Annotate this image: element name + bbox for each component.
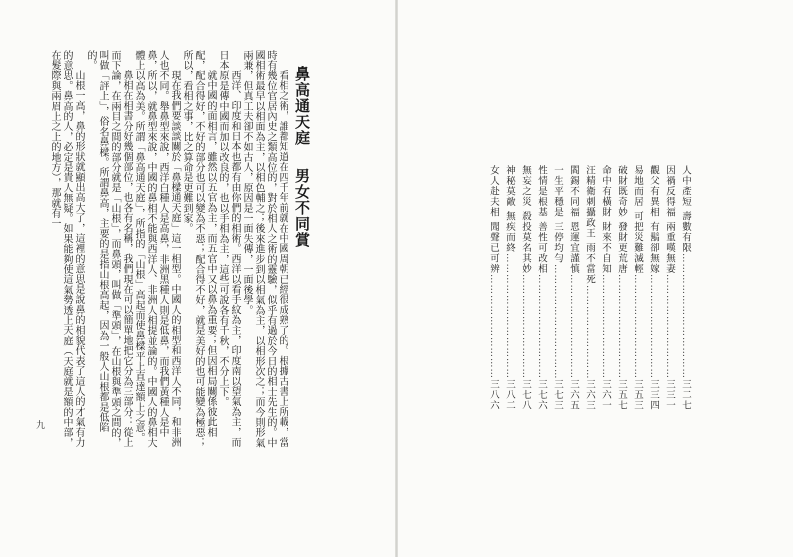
toc-page: 三七六 — [536, 378, 547, 410]
toc-page: 三八六 — [488, 378, 499, 410]
toc-page: 三八二 — [504, 378, 515, 410]
toc-page: 三五七 — [616, 378, 627, 410]
chapter-title-part2: 男女不同賞 — [293, 168, 311, 249]
paragraph: 看相之術，誰都知道在四千年前就在中國周朝已經很成熟了的。根據古書上所載，當時有幾位官居內史之類高位的，對於相人之術的靈驗，似乎有過於今日的相士先生的。中國相術最早以相面為主，以相色輔之；後來進步到以相氣為主，以相形次之；而今則形氣兩兼，但真工夫卻不如古人，原因是一面失傳，一面後學。 — [241, 50, 288, 448]
toc-title: 一生平穩是 三停均勻 — [552, 165, 563, 264]
toc-item — [615, 165, 627, 410]
toc-dots — [647, 274, 659, 378]
toc-item — [599, 165, 611, 410]
toc-page: 三五三 — [632, 378, 643, 410]
toc-dots — [535, 274, 547, 378]
paragraph: 現在我們要談談關於「鼻樑通天庭」這一相型。中國人的相型和西洋人不同，和非洲人也不同。舉鼻型來說，西洋白種人是高鼻，非洲黑種人則是低鼻，而我們黃種人是中鼻，所以，就鼻型來說，中國的鼻相不能與西洋人、非洲人相提並論的。中國人的鼻相大體上以高為美。所謂「鼻高通天庭」，所指的「山根」高起而使鼻樑平上直達額上之意。 — [133, 50, 180, 448]
table-of-contents — [487, 165, 691, 410]
toc-item — [679, 165, 691, 410]
paragraph: 就中國的面相言，雖然以五官為主，而五官中又以鼻為重要；但因相局關係彼此相配，配合得好，不好的部分也可以變為不惡；配合得不好，就是美好的也可能變為極惡；所以，看相之事，比之算命是更難到家。 — [181, 50, 216, 448]
toc-item — [631, 165, 643, 410]
toc-item — [663, 165, 675, 410]
toc-item — [567, 165, 579, 410]
toc-page: 三三四 — [648, 378, 659, 410]
toc-page: 三七八 — [520, 378, 531, 410]
toc-page: 三二七 — [680, 378, 691, 410]
toc-dots — [599, 274, 611, 378]
toc-title: 觀父有異相 有鬍卻無嫁 — [648, 165, 659, 275]
toc-title: 易地而居 可把災難滅輕 — [632, 165, 643, 275]
toc-item — [487, 165, 499, 410]
toc-page: 三六一 — [600, 378, 611, 410]
chapter-title-part1: 鼻高通天庭 — [293, 66, 311, 146]
toc-dots — [663, 274, 675, 378]
toc-title: 因禍反得福 兩重嘆無妻 — [664, 165, 675, 275]
toc-title: 汪精衛刺攝政王 雨不當死 — [584, 165, 595, 285]
toc-item — [551, 165, 563, 410]
toc-title: 命中有橫財 財來不自知 — [600, 165, 611, 275]
toc-item — [535, 165, 547, 410]
toc-title: 破財既奇妙 發財更荒唐 — [616, 165, 627, 275]
toc-item — [519, 165, 531, 410]
chapter-title — [292, 66, 313, 326]
toc-dots — [487, 274, 499, 378]
toc-title: 閻錫不同福 恩運宜謹慎 — [568, 165, 579, 275]
toc-dots — [631, 274, 643, 378]
toc-dots — [503, 253, 515, 378]
toc-title: 性情是根基 善性可改相 — [536, 165, 547, 275]
toc-page: 三三一 — [664, 378, 675, 410]
paragraph: 山根一高，鼻的形狀就顯出高大了，這裡的意思是說鼻的相貌代表了這人的才氣有力的意思。鼻高的人，必定是貴人無疑。如果能夠使這氣勢透上天庭（天庭就是額的中部，在髮際與兩眉上之上的地方），那就有一 — [49, 50, 84, 448]
left-page — [0, 0, 396, 557]
toc-dots — [615, 274, 627, 378]
toc-title: 神秘莫敵 無疾而終 — [504, 165, 515, 254]
toc-title: 人中產短 壽數有限 — [680, 165, 691, 254]
body-text — [26, 50, 288, 450]
toc-dots — [519, 274, 531, 378]
toc-title: 女人赴夫相 聞聲已可辨 — [488, 165, 499, 275]
toc-dots — [567, 274, 579, 378]
toc-dots — [551, 264, 563, 379]
paragraph: 鼻相在相書分好幾個部位，也各有名稱，我們現在可以簡單地把它分為三部分：從上而下論，在兩目之間的部分就是「山根」，而鼻頭，叫做「準頭」，在山根與準頭之間的，叫做「評上」，俗名鼻樑。所謂鼻高，主要的是指山根高起，因為一般人山根都是低陷的。 — [85, 50, 132, 448]
toc-item — [583, 165, 595, 410]
page-number: 九 — [36, 421, 46, 431]
paragraph: 西洋、印度和日本也都有由你們的相術。西洋以看手紋為主，印度南以望氣為主，而日本原是傳中國而加以改良的，也以手相為主，這些可說各有千秋，不分上下。 — [217, 50, 240, 448]
toc-dots — [583, 285, 595, 379]
toc-item — [503, 165, 515, 410]
toc-dots — [679, 253, 691, 378]
toc-page: 三六三 — [584, 378, 595, 410]
right-page — [397, 0, 793, 557]
toc-page: 三七三 — [552, 378, 563, 410]
toc-item — [647, 165, 659, 410]
toc-page: 三六五 — [568, 378, 579, 410]
toc-title: 無妄之災 殺投莫名其妙 — [520, 165, 531, 275]
